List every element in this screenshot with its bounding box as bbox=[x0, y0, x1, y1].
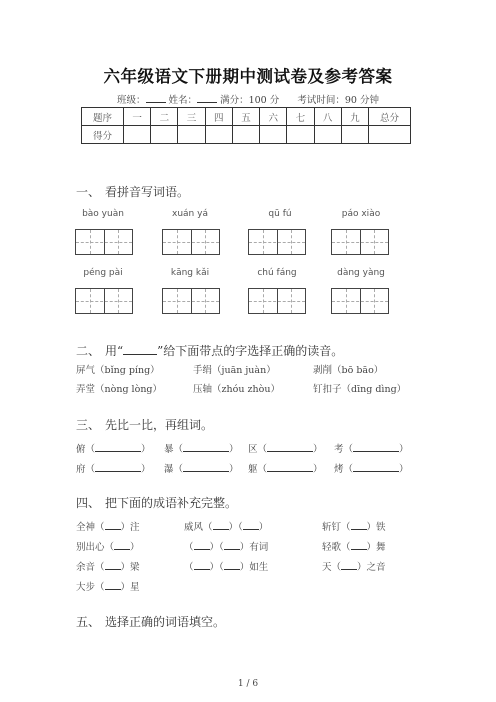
answer-blank[interactable] bbox=[341, 561, 357, 570]
full-score: 满分：100 分 bbox=[220, 95, 280, 106]
answer-blank[interactable] bbox=[224, 541, 240, 550]
score-cell[interactable] bbox=[260, 126, 287, 144]
name-blank bbox=[197, 93, 217, 103]
answer-blank bbox=[123, 344, 157, 355]
writing-grid[interactable] bbox=[331, 288, 389, 314]
idiom-text: 别出心（ bbox=[76, 542, 115, 553]
idiom-text: ）梁 bbox=[120, 562, 140, 573]
word-pair-row: 府（ ） 瀑（ ） 躯（ ） 烤（ ） bbox=[76, 464, 409, 475]
table-header-cell: 一 bbox=[124, 108, 151, 126]
score-table-score-row bbox=[82, 126, 411, 144]
idiom-row bbox=[76, 579, 140, 593]
pinyin-label: páo xiào bbox=[341, 209, 381, 219]
idiom-text: ）（ bbox=[209, 562, 224, 573]
char-label: 暴 bbox=[164, 444, 174, 455]
score-cell[interactable] bbox=[151, 126, 178, 144]
score-cell[interactable] bbox=[178, 126, 205, 144]
answer-blank[interactable] bbox=[183, 443, 229, 452]
answer-blank[interactable] bbox=[213, 521, 229, 530]
idiom-text: 天（ bbox=[322, 562, 342, 573]
char-label: 府 bbox=[76, 464, 86, 475]
answer-blank[interactable] bbox=[267, 443, 313, 452]
writing-grid[interactable] bbox=[162, 288, 220, 314]
char-label: 瀑 bbox=[164, 464, 174, 475]
pinyin-label: bào yuàn bbox=[82, 209, 124, 219]
score-cell[interactable] bbox=[314, 126, 341, 144]
idiom-text: （ bbox=[184, 562, 194, 573]
table-header-cell: 题序 bbox=[82, 108, 124, 126]
section-title-post: ”给下面带点的字选择正确的读音。 bbox=[157, 344, 344, 358]
writing-grid[interactable] bbox=[248, 229, 306, 255]
table-header-cell: 九 bbox=[341, 108, 368, 126]
writing-grid[interactable] bbox=[248, 288, 306, 314]
section-title: 把下面的成语补充完整。 bbox=[105, 496, 238, 510]
table-header-cell: 三 bbox=[178, 108, 205, 126]
table-header-cell: 二 bbox=[151, 108, 178, 126]
answer-blank[interactable] bbox=[351, 541, 367, 550]
answer-blank[interactable] bbox=[243, 521, 259, 530]
pinyin-label: xuán yá bbox=[172, 209, 208, 219]
section-1-heading bbox=[76, 183, 189, 200]
score-table-header-row bbox=[82, 108, 411, 126]
section-number: 一、 bbox=[76, 185, 101, 199]
answer-blank[interactable] bbox=[353, 443, 399, 452]
score-table bbox=[81, 107, 411, 144]
idiom-text: ）星 bbox=[120, 582, 140, 593]
idiom-row bbox=[76, 559, 386, 573]
table-header-cell: 七 bbox=[287, 108, 314, 126]
word-pair-row: 俯（ ） 暴（ ） 区（ ） 考（ ） bbox=[76, 444, 409, 455]
idiom-row bbox=[76, 519, 386, 533]
reading-item[interactable]: 钉扣子（dīng dìng） bbox=[313, 384, 407, 395]
answer-blank[interactable] bbox=[105, 521, 121, 530]
score-cell[interactable] bbox=[124, 126, 151, 144]
score-cell[interactable] bbox=[341, 126, 368, 144]
writing-grid[interactable] bbox=[75, 229, 133, 255]
answer-blank[interactable] bbox=[194, 561, 210, 570]
idiom-text: 全神（ bbox=[76, 522, 105, 533]
table-header-cell: 五 bbox=[232, 108, 259, 126]
char-label: 躯 bbox=[248, 464, 258, 475]
reading-item[interactable]: 剥削（bō bāo） bbox=[313, 365, 384, 376]
reading-item[interactable]: 弄堂（nòng lòng） bbox=[76, 384, 163, 395]
pinyin-label: dàng yàng bbox=[337, 268, 385, 278]
idiom-text: （ bbox=[184, 542, 194, 553]
section-title-pre: 用“ bbox=[105, 344, 124, 358]
section-2-heading bbox=[76, 342, 343, 359]
idiom-text: ）有词 bbox=[239, 542, 269, 553]
idiom-text: ） bbox=[258, 522, 269, 533]
section-5-heading bbox=[76, 613, 225, 630]
answer-blank[interactable] bbox=[114, 541, 130, 550]
exam-info bbox=[0, 92, 496, 106]
score-cell[interactable] bbox=[205, 126, 232, 144]
idiom-text: ）注 bbox=[120, 522, 140, 533]
pinyin-label: qū fú bbox=[268, 209, 292, 219]
table-header-cell: 八 bbox=[314, 108, 341, 126]
class-blank bbox=[146, 93, 166, 103]
name-label: 姓名： bbox=[168, 95, 198, 106]
section-number: 二、 bbox=[76, 344, 101, 358]
page-title: 六年级语文下册期中测试卷及参考答案 bbox=[103, 67, 393, 86]
idiom-text: 威风（ bbox=[184, 522, 213, 533]
score-row-label: 得分 bbox=[82, 126, 124, 144]
idiom-text: 余音（ bbox=[76, 562, 105, 573]
answer-blank[interactable] bbox=[267, 463, 313, 472]
writing-grid[interactable] bbox=[331, 229, 389, 255]
writing-grid[interactable] bbox=[75, 288, 133, 314]
section-number: 三、 bbox=[76, 418, 101, 432]
idiom-text: ）舞 bbox=[366, 542, 386, 553]
answer-blank[interactable] bbox=[105, 581, 121, 590]
class-label: 班级： bbox=[117, 95, 146, 106]
table-header-cell: 总分 bbox=[369, 108, 411, 126]
pinyin-label: chú fáng bbox=[257, 268, 297, 278]
section-title: 选择正确的词语填空。 bbox=[105, 615, 226, 629]
exam-time: 考试时间：90 分钟 bbox=[297, 95, 379, 106]
score-cell[interactable] bbox=[287, 126, 314, 144]
table-header-cell: 六 bbox=[260, 108, 287, 126]
answer-blank[interactable] bbox=[105, 561, 121, 570]
char-label: 区 bbox=[248, 444, 258, 455]
section-3-heading bbox=[76, 416, 213, 433]
score-cell[interactable] bbox=[232, 126, 259, 144]
answer-blank[interactable] bbox=[95, 443, 141, 452]
section-number: 四、 bbox=[76, 496, 101, 510]
section-4-heading bbox=[76, 494, 237, 511]
answer-blank[interactable] bbox=[194, 541, 210, 550]
reading-item[interactable]: 手绢（juān juàn） bbox=[193, 365, 276, 376]
writing-grid[interactable] bbox=[162, 229, 220, 255]
answer-blank[interactable] bbox=[351, 521, 367, 530]
idiom-text: 斩钉（ bbox=[322, 522, 351, 533]
idiom-text: ）（ bbox=[209, 542, 224, 553]
idiom-text: ）（ bbox=[228, 522, 243, 533]
section-number: 五、 bbox=[76, 615, 101, 629]
answer-blank[interactable] bbox=[224, 561, 240, 570]
score-cell[interactable] bbox=[369, 126, 411, 144]
idiom-text: ）之音 bbox=[357, 562, 386, 573]
char-label: 俯 bbox=[76, 444, 86, 455]
pinyin-label: kāng kǎi bbox=[170, 268, 210, 278]
idiom-text: 轻歌（ bbox=[322, 542, 351, 553]
answer-blank[interactable] bbox=[353, 463, 399, 472]
idiom-row bbox=[76, 539, 386, 553]
answer-blank[interactable] bbox=[95, 463, 141, 472]
table-header-cell: 四 bbox=[205, 108, 232, 126]
answer-blank[interactable] bbox=[183, 463, 229, 472]
reading-item[interactable]: 屏气（bǐng píng） bbox=[76, 365, 160, 376]
section-title: 先比一比，再组词。 bbox=[105, 418, 214, 432]
char-label: 考 bbox=[334, 444, 344, 455]
idiom-text: ） bbox=[130, 542, 140, 553]
reading-item[interactable]: 压轴（zhóu zhòu） bbox=[193, 384, 280, 395]
pinyin-label: péng pài bbox=[83, 268, 123, 278]
section-title: 看拼音写词语。 bbox=[105, 185, 190, 199]
idiom-text: ）铁 bbox=[366, 522, 386, 533]
idiom-text: 大步（ bbox=[76, 582, 105, 593]
char-label: 烤 bbox=[334, 464, 344, 475]
page-number: 1 / 6 bbox=[237, 679, 259, 689]
idiom-text: ）如生 bbox=[239, 562, 269, 573]
